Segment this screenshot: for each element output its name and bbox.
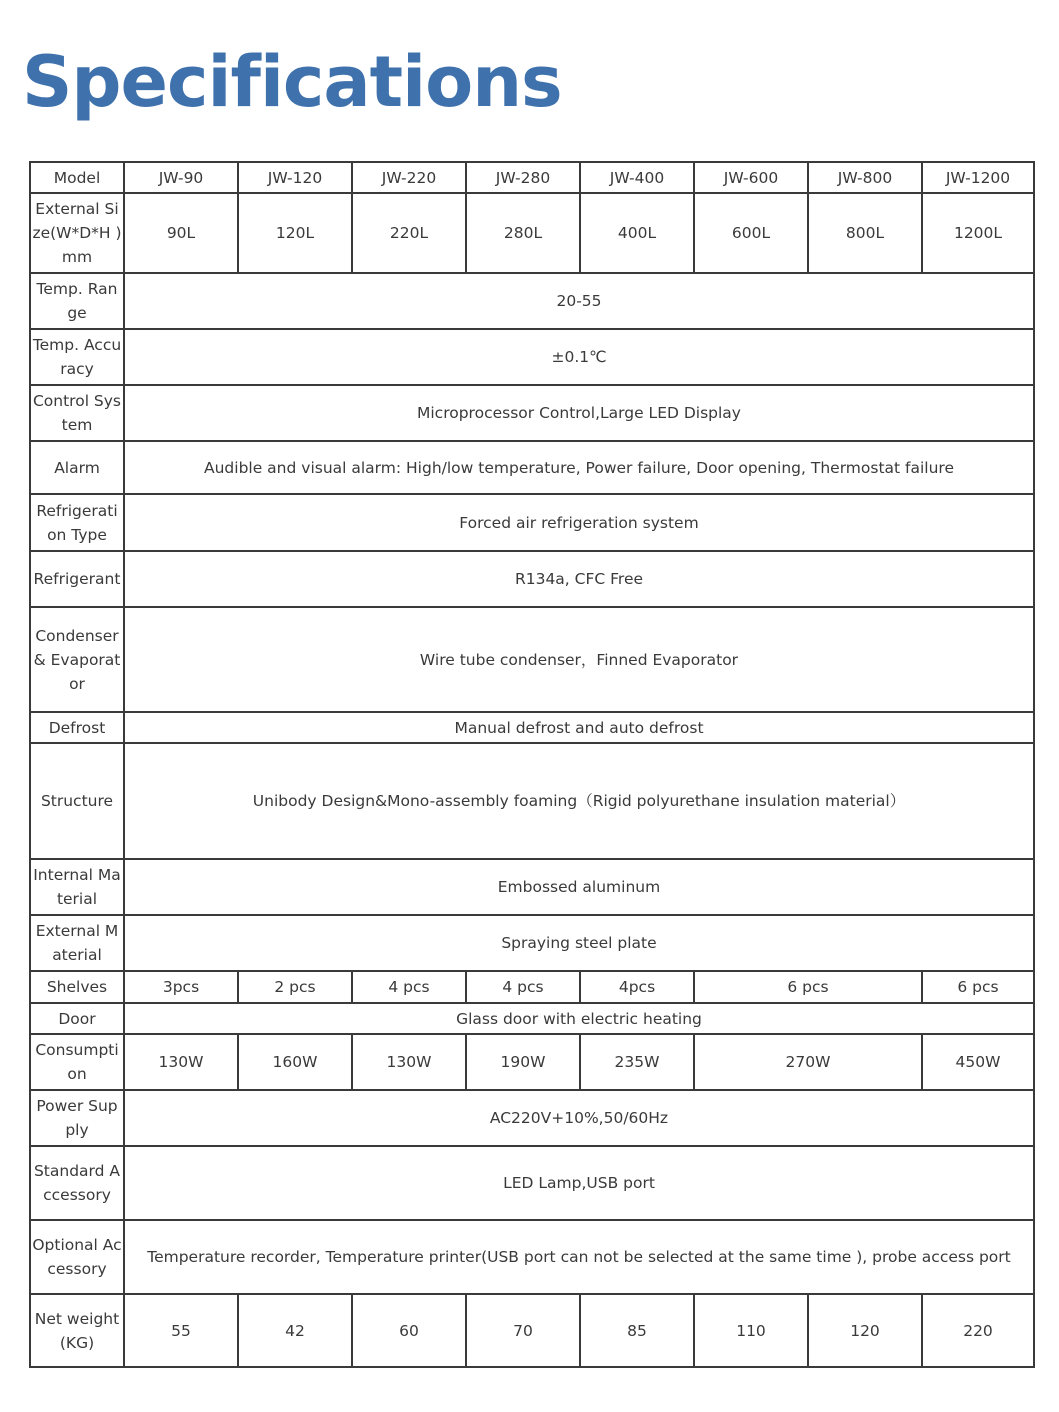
row-structure bbox=[30, 743, 1034, 859]
value-cell: Audible and visual alarm: High/low temperature, Power failure, Door opening, Thermostat failure bbox=[124, 441, 1034, 494]
row-label: Power Supply bbox=[30, 1090, 124, 1146]
row-label: Net weight (KG) bbox=[30, 1294, 124, 1367]
row-condenser-evaporator bbox=[30, 607, 1034, 712]
value-cell: Unibody Design&Mono-assembly foaming（Rigid polyurethane insulation material） bbox=[124, 743, 1034, 859]
value-cell: Forced air refrigeration system bbox=[124, 494, 1034, 551]
value-cell: 270W bbox=[694, 1034, 922, 1090]
row-temp-range bbox=[30, 273, 1034, 329]
specifications-table bbox=[29, 161, 1035, 1368]
value-cell: 235W bbox=[580, 1034, 694, 1090]
value-cell: R134a, CFC Free bbox=[124, 551, 1034, 607]
value-cell: 6 pcs bbox=[922, 971, 1034, 1003]
value-cell: 450W bbox=[922, 1034, 1034, 1090]
model-cell: JW-220 bbox=[352, 162, 466, 193]
model-cell: JW-400 bbox=[580, 162, 694, 193]
model-cell: JW-1200 bbox=[922, 162, 1034, 193]
value-cell: 400L bbox=[580, 193, 694, 273]
value-cell: 6 pcs bbox=[694, 971, 922, 1003]
value-cell: 3pcs bbox=[124, 971, 238, 1003]
model-cell: JW-90 bbox=[124, 162, 238, 193]
value-cell: Manual defrost and auto defrost bbox=[124, 712, 1034, 743]
value-cell: Temperature recorder, Temperature printer(USB port can not be selected at the same time ), probe access port bbox=[124, 1220, 1034, 1294]
row-label: Consumption bbox=[30, 1034, 124, 1090]
value-cell: Spraying steel plate bbox=[124, 915, 1034, 971]
row-door bbox=[30, 1003, 1034, 1034]
row-label: Alarm bbox=[30, 441, 124, 494]
value-cell: 160W bbox=[238, 1034, 352, 1090]
row-external-material bbox=[30, 915, 1034, 971]
row-label: Refrigerant bbox=[30, 551, 124, 607]
row-label: Optional Accessory bbox=[30, 1220, 124, 1294]
row-temp-accuracy bbox=[30, 329, 1034, 385]
value-cell: ±0.1℃ bbox=[124, 329, 1034, 385]
row-label: Structure bbox=[30, 743, 124, 859]
row-consumption bbox=[30, 1034, 1034, 1090]
row-label: Internal Material bbox=[30, 859, 124, 915]
value-cell: LED Lamp,USB port bbox=[124, 1146, 1034, 1220]
row-label: Refrigeration Type bbox=[30, 494, 124, 551]
value-cell: 110 bbox=[694, 1294, 808, 1367]
value-cell: 55 bbox=[124, 1294, 238, 1367]
row-power-supply bbox=[30, 1090, 1034, 1146]
value-cell: 2 pcs bbox=[238, 971, 352, 1003]
value-cell: 4 pcs bbox=[352, 971, 466, 1003]
value-cell: 4pcs bbox=[580, 971, 694, 1003]
value-cell: 85 bbox=[580, 1294, 694, 1367]
value-cell: 70 bbox=[466, 1294, 580, 1367]
value-cell: 130W bbox=[352, 1034, 466, 1090]
value-cell: 130W bbox=[124, 1034, 238, 1090]
value-cell: Microprocessor Control,Large LED Display bbox=[124, 385, 1034, 441]
row-label: Condenser & Evaporator bbox=[30, 607, 124, 712]
row-label: Shelves bbox=[30, 971, 124, 1003]
row-standard-accessory bbox=[30, 1146, 1034, 1220]
row-label: External Material bbox=[30, 915, 124, 971]
row-label: Defrost bbox=[30, 712, 124, 743]
value-cell: AC220V+10%,50/60Hz bbox=[124, 1090, 1034, 1146]
value-cell: Embossed aluminum bbox=[124, 859, 1034, 915]
row-label: Door bbox=[30, 1003, 124, 1034]
value-cell: 42 bbox=[238, 1294, 352, 1367]
row-label: Temp. Accuracy bbox=[30, 329, 124, 385]
value-cell: 220L bbox=[352, 193, 466, 273]
row-optional-accessory bbox=[30, 1220, 1034, 1294]
value-cell: 4 pcs bbox=[466, 971, 580, 1003]
value-cell: 190W bbox=[466, 1034, 580, 1090]
row-external-size bbox=[30, 193, 1034, 273]
value-cell: Wire tube condenser，Finned Evaporator bbox=[124, 607, 1034, 712]
row-internal-material bbox=[30, 859, 1034, 915]
row-label: Temp. Range bbox=[30, 273, 124, 329]
value-cell: 800L bbox=[808, 193, 922, 273]
row-label: External Size(W*D*H ) mm bbox=[30, 193, 124, 273]
row-net-weight bbox=[30, 1294, 1034, 1367]
value-cell: 90L bbox=[124, 193, 238, 273]
value-cell: 220 bbox=[922, 1294, 1034, 1367]
row-label: Model bbox=[30, 162, 124, 193]
value-cell: 120 bbox=[808, 1294, 922, 1367]
value-cell: 20-55 bbox=[124, 273, 1034, 329]
value-cell: 60 bbox=[352, 1294, 466, 1367]
value-cell: 1200L bbox=[922, 193, 1034, 273]
row-control-system bbox=[30, 385, 1034, 441]
row-defrost bbox=[30, 712, 1034, 743]
value-cell: Glass door with electric heating bbox=[124, 1003, 1034, 1034]
value-cell: 120L bbox=[238, 193, 352, 273]
row-shelves bbox=[30, 971, 1034, 1003]
page-title: Specifications bbox=[22, 41, 562, 123]
model-cell: JW-280 bbox=[466, 162, 580, 193]
model-cell: JW-120 bbox=[238, 162, 352, 193]
value-cell: 280L bbox=[466, 193, 580, 273]
value-cell: 600L bbox=[694, 193, 808, 273]
row-model bbox=[30, 162, 1034, 193]
row-refrigerant bbox=[30, 551, 1034, 607]
row-refrigeration-type bbox=[30, 494, 1034, 551]
row-alarm bbox=[30, 441, 1034, 494]
model-cell: JW-800 bbox=[808, 162, 922, 193]
model-cell: JW-600 bbox=[694, 162, 808, 193]
row-label: Control System bbox=[30, 385, 124, 441]
row-label: Standard Accessory bbox=[30, 1146, 124, 1220]
